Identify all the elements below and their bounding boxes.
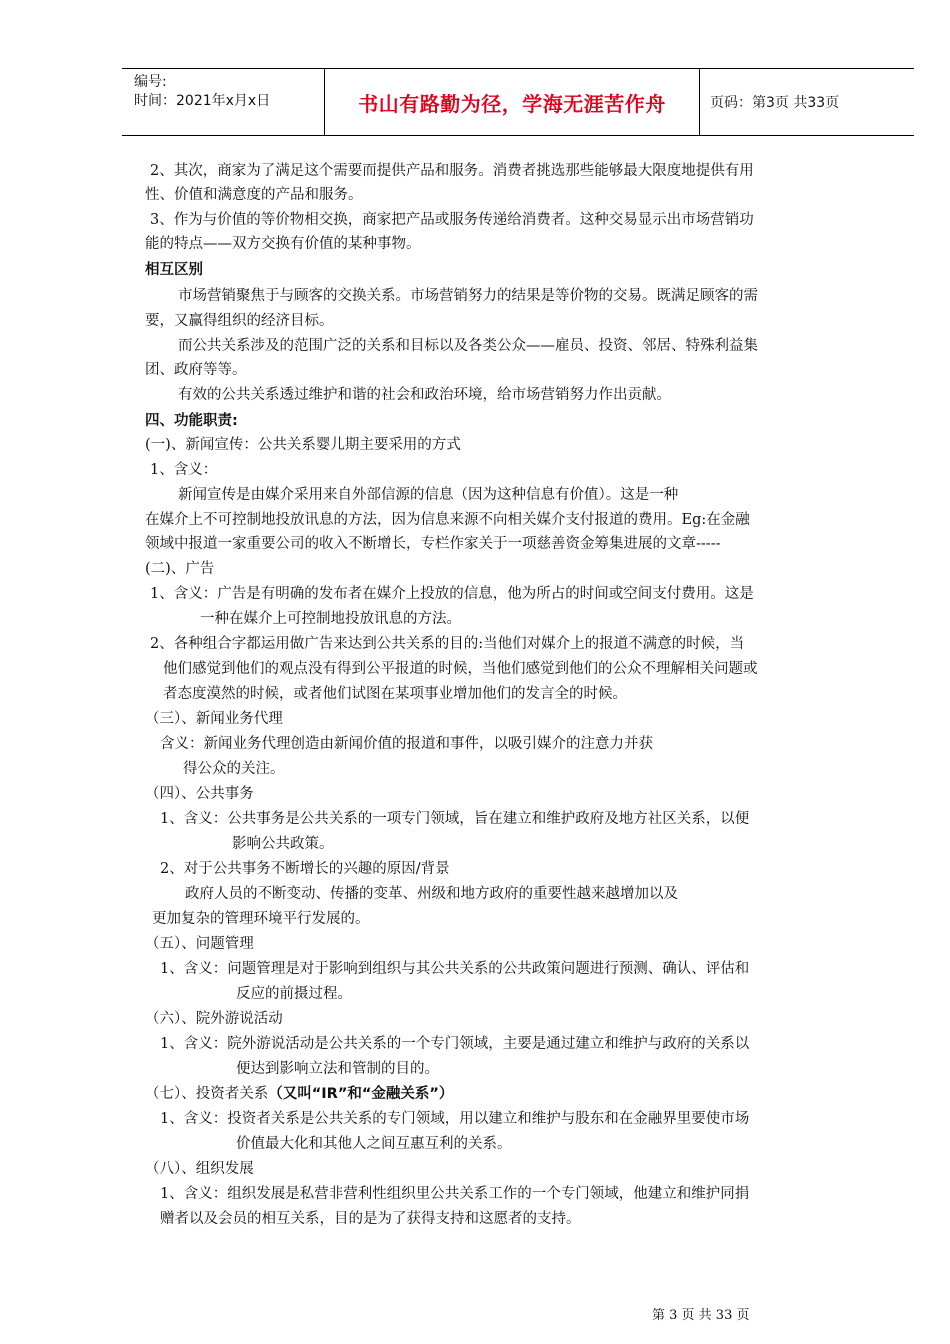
body-line: 者态度漠然的时候，或者他们试图在某项事业增加他们的发言全的时候。	[163, 686, 627, 702]
body-line: 而公共关系涉及的范围广泛的关系和目标以及各类公众——雇员、投资、邻居、特殊利益集	[178, 338, 758, 354]
subsection-heading	[145, 1084, 453, 1104]
body-line: 能的特点——双方交换有价值的某种事物。	[145, 236, 421, 252]
header-page-cell	[700, 69, 914, 135]
body-line: 3、作为与价值的等价物相交换，商家把产品或服务传递给消费者。这种交易显示出市场营销功	[150, 212, 754, 228]
body-line: 1、含义：	[150, 462, 218, 478]
body-line: 便达到影响立法和管制的目的。	[236, 1061, 439, 1077]
motto-text: 书山有路勤为径，学海无涯苦作舟	[358, 91, 666, 116]
section-heading: 四、功能职责:	[145, 413, 238, 429]
body-line: 1、含义：广告是有明确的发布者在媒介上投放的信息，他为所占的时间或空间支付费用。这是	[150, 586, 754, 602]
body-line: 新闻宣传是由媒介采用来自外部信源的信息（因为这种信息有价值）。这是一种	[178, 487, 679, 503]
body-line: 他们感觉到他们的观点没有得到公平报道的时候，当他们感觉到他们的公众不理解相关问题或	[163, 661, 758, 677]
subsection-heading-note: （又叫“IR”和“金融关系”）	[268, 1086, 454, 1102]
body-line: 更加复杂的管理环境平行发展的。	[152, 911, 370, 927]
document-number-label: 编号:	[134, 74, 167, 90]
body-line: 1、含义：公共事务是公共关系的一项专门领域，旨在建立和维护政府及地方社区关系，以便	[160, 811, 750, 827]
body-line: 价值最大化和其他人之间互惠互利的关系。	[236, 1136, 512, 1152]
body-line: 含义：新闻业务代理创造由新闻价值的报道和事件，以吸引媒介的注意力并获	[160, 736, 653, 752]
body-line: 有效的公共关系透过维护和谐的社会和政治环境，给市场营销努力作出贡献。	[178, 387, 671, 403]
subsection-heading: （八）、组织发展	[145, 1161, 254, 1177]
subsection-heading: (二)、广告	[145, 561, 215, 577]
body-line: 2、其次，商家为了满足这个需要而提供产品和服务。消费者挑选那些能够最大限度地提供有用	[150, 163, 754, 179]
body-line: 2、各种组合字都运用做广告来达到公共关系的目的:当他们对媒介上的报道不满意的时候，当	[150, 636, 745, 652]
body-line: 在媒介上不可控制地投放讯息的方法，因为信息来源不向相关媒介支付报道的费用。Eg:在金融	[145, 512, 750, 528]
subsection-heading: （三）、新闻业务代理	[145, 711, 283, 727]
header-motto-cell	[325, 69, 700, 135]
body-line: 赠者以及会员的相互关系，目的是为了获得支持和这愿者的支持。	[160, 1211, 581, 1227]
body-line: 反应的前摄过程。	[236, 986, 352, 1002]
body-line: 1、含义：院外游说活动是公共关系的一个专门领域，主要是通过建立和维护与政府的关系以	[160, 1036, 750, 1052]
subsection-heading: （四）、公共事务	[145, 786, 254, 802]
body-line: 要，又赢得组织的经济目标。	[145, 313, 334, 329]
page-code: 页码：第3页 共33页	[710, 95, 840, 111]
subsection-heading-text: （七）、投资者关系	[145, 1086, 269, 1102]
body-line: 性、价值和满意度的产品和服务。	[145, 187, 363, 203]
body-line: 得公众的关注。	[183, 761, 285, 777]
page-footer: 第 3 页 共 33 页	[652, 1308, 750, 1323]
body-line: 团、政府等等。	[145, 362, 247, 378]
subsection-heading: （五）、问题管理	[145, 936, 254, 952]
body-line: 影响公共政策。	[232, 836, 334, 852]
subsection-heading: (一)、新闻宣传：公共关系婴儿期主要采用的方式	[145, 437, 461, 453]
body-line: 2、对于公共事务不断增长的兴趣的原因/背景	[160, 861, 450, 877]
body-line: 领域中报道一家重要公司的收入不断增长，专栏作家关于一项慈善资金筹集进展的文章-----	[145, 536, 721, 552]
body-line: 一种在媒介上可控制地投放讯息的方法。	[200, 611, 461, 627]
header-meta-cell	[122, 69, 325, 135]
subsection-heading: （六）、院外游说活动	[145, 1011, 283, 1027]
page-header	[122, 68, 914, 136]
section-heading: 相互区别	[145, 262, 203, 278]
body-line: 市场营销聚焦于与顾客的交换关系。市场营销努力的结果是等价物的交易。既满足顾客的需	[178, 288, 758, 304]
body-line: 1、含义：投资者关系是公共关系的专门领域，用以建立和维护与股东和在金融界里要使市场	[160, 1111, 750, 1127]
body-line: 政府人员的不断变动、传播的变革、州级和地方政府的重要性越来越增加以及	[185, 886, 678, 902]
document-time-label: 时间：2021年x月x日	[134, 93, 271, 109]
body-line: 1、含义：问题管理是对于影响到组织与其公共关系的公共政策问题进行预测、确认、评估和	[160, 961, 750, 977]
body-line: 1、含义：组织发展是私营非营利性组织里公共关系工作的一个专门领域，他建立和维护同捐	[160, 1186, 750, 1202]
